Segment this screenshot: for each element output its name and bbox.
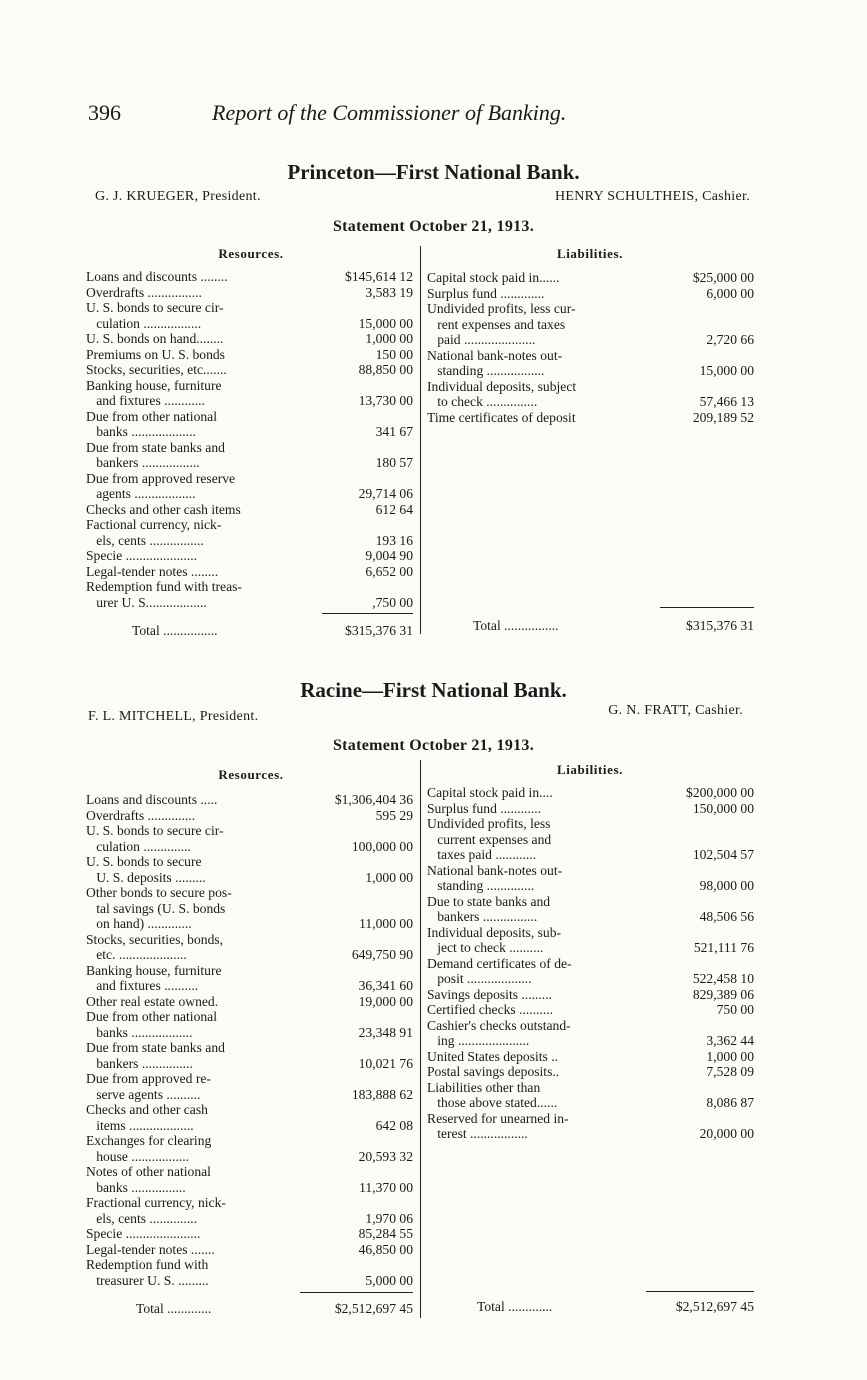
liabilities-row-princeton (427, 301, 754, 317)
liabilities-row-princeton (427, 270, 754, 286)
liabilities-row-racine (427, 987, 754, 1003)
resources-label: Loans and discounts ........ (86, 269, 228, 284)
resources-row-racine (86, 1102, 413, 1118)
resources-label: and fixtures .......... (86, 978, 199, 993)
resources-row-racine (86, 1242, 413, 1258)
resources-row-racine (86, 1211, 413, 1227)
resources-label: banks .................. (86, 1024, 193, 1040)
resources-label: bankers ................. (86, 455, 200, 470)
liabilities-row-racine (427, 801, 754, 817)
resources-row-princeton (86, 285, 413, 301)
resources-label: Stocks, securities, etc....... (86, 362, 227, 377)
resources-row-princeton (86, 471, 413, 487)
resources-label: Due from other national (86, 408, 217, 424)
resources-amount: 6,652 00 (365, 563, 413, 579)
liabilities-row-racine (427, 785, 754, 801)
liabilities-label: Individual deposits, sub- (427, 924, 562, 940)
resources-label: Exchanges for clearing (86, 1133, 212, 1148)
resources-row-racine (86, 870, 413, 886)
statement-date-princeton: Statement October 21, 1913. (332, 218, 535, 235)
resources-row-racine (86, 1226, 413, 1242)
resources-amount: 150 00 (375, 346, 413, 362)
liabilities-amount: 20,000 00 (699, 1126, 754, 1141)
resources-row-princeton (86, 548, 413, 564)
resources-label: house ................. (86, 1148, 190, 1164)
liabilities-amount: $25,000 00 (692, 270, 754, 285)
liabilities-amount: 521,111 76 (693, 940, 754, 955)
resources-row-racine (86, 823, 413, 839)
liabilities-amount: $200,000 00 (686, 785, 754, 800)
resources-row-princeton (86, 440, 413, 456)
resources-amount: 9,004 90 (365, 548, 413, 563)
resources-label: Loans and discounts ..... (86, 792, 218, 807)
liabilities-row-racine (427, 1049, 754, 1065)
resources-row-princeton (86, 362, 413, 378)
resources-amount: 36,341 60 (358, 978, 413, 993)
resources-amount: 595 29 (375, 807, 413, 823)
resources-row-racine (86, 1087, 413, 1103)
resources-amount: 23,348 91 (358, 1024, 413, 1040)
resources-row-princeton (86, 269, 413, 285)
liabilities-row-racine (427, 1126, 754, 1142)
liabilities-row-princeton (427, 379, 754, 395)
liabilities-total-label-racine: Total ............. (477, 1299, 553, 1314)
president-princeton: G. J. KRUEGER, President. (95, 189, 261, 204)
resources-label: Legal-tender notes ....... (86, 1241, 215, 1257)
liabilities-row-racine (427, 878, 754, 894)
liabilities-row-princeton (427, 317, 754, 333)
resources-total-row-princeton (86, 623, 413, 639)
liabilities-label: National bank-notes out- (427, 347, 563, 363)
resources-row-princeton (86, 409, 413, 425)
resources-amount: 1,000 00 (365, 869, 413, 885)
resources-amount: 642 08 (375, 1117, 413, 1133)
running-title: Report of the Commissioner of Banking. (212, 100, 567, 125)
resources-heading-racine: Resources. (218, 767, 284, 782)
liabilities-amount: 15,000 00 (699, 363, 754, 378)
liabilities-label: terest ................. (427, 1126, 528, 1141)
resources-amount: 3,583 19 (365, 284, 413, 300)
resources-label: Due from approved reserve (86, 470, 236, 486)
liabilities-label: Reserved for unearned in- (427, 1110, 569, 1126)
liabilities-label: Capital stock paid in...... (427, 270, 560, 285)
resources-label: Overdrafts ................ (86, 284, 202, 300)
resources-label: U. S. bonds to secure cir- (86, 823, 224, 838)
statement-date-racine: Statement October 21, 1913. (332, 737, 535, 754)
resources-row-princeton (86, 595, 413, 611)
liabilities-amount: 7,528 09 (706, 1064, 754, 1079)
resources-label: U. S. bonds to secure cir- (86, 300, 224, 315)
resources-row-racine (86, 994, 413, 1010)
resources-row-racine (86, 808, 413, 824)
resources-row-racine (86, 947, 413, 963)
liabilities-amount: 829,389 06 (692, 986, 754, 1002)
resources-label: Due from other national (86, 1009, 217, 1024)
liabilities-label: to check ............... (427, 394, 538, 409)
resources-row-racine (86, 1149, 413, 1165)
resources-label: banks ................... (86, 424, 196, 439)
resources-label: tal savings (U. S. bonds (86, 900, 226, 916)
resources-row-princeton (86, 502, 413, 518)
resources-amount: 10,021 76 (358, 1055, 413, 1071)
resources-total-label-racine: Total ............. (136, 1301, 212, 1316)
resources-row-racine (86, 1164, 413, 1180)
liabilities-label: National bank-notes out- (427, 862, 563, 878)
liabilities-row-racine (427, 1080, 754, 1096)
resources-row-princeton (86, 300, 413, 316)
liabilities-row-racine (427, 1095, 754, 1111)
resources-row-princeton (86, 486, 413, 502)
resources-label: els, cents .............. (86, 1210, 198, 1226)
liabilities-label: Time certificates of deposit (427, 409, 576, 425)
resources-amount: 29,714 06 (358, 486, 413, 501)
resources-amount: 612 64 (375, 501, 413, 517)
liabilities-row-racine (427, 894, 754, 910)
liabilities-row-princeton (427, 363, 754, 379)
resources-label: Due from state banks and (86, 439, 225, 455)
bank-title-racine: Racine—First National Bank. (300, 678, 567, 702)
resources-label: Factional currency, nick- (86, 517, 222, 532)
resources-amount: 85,284 55 (358, 1226, 413, 1241)
cashier-racine: G. N. FRATT, Cashier. (608, 703, 743, 718)
liabilities-label: current expenses and (427, 831, 552, 847)
resources-row-racine (86, 1133, 413, 1149)
liabilities-row-racine (427, 925, 754, 941)
resources-amount: 15,000 00 (358, 315, 413, 331)
liabilities-row-racine (427, 909, 754, 925)
resources-amount: ,750 00 (372, 594, 413, 610)
resources-label: Other bonds to secure pos- (86, 885, 232, 900)
resources-amount: 13,730 00 (358, 393, 413, 408)
liabilities-amount: 48,506 56 (699, 909, 754, 924)
resources-amount: 183,888 62 (351, 1086, 413, 1102)
resources-total-rule-princeton (322, 613, 413, 614)
resources-row-racine (86, 1257, 413, 1273)
resources-label: culation ................. (86, 315, 202, 331)
resources-label: Checks and other cash (86, 1102, 208, 1117)
liabilities-list-princeton (427, 270, 754, 425)
liabilities-label: taxes paid ............ (427, 847, 537, 862)
resources-row-racine (86, 1273, 413, 1289)
liabilities-row-princeton (427, 394, 754, 410)
resources-amount: 5,000 00 (365, 1272, 413, 1288)
resources-label: Specie ..................... (86, 548, 198, 563)
resources-label: and fixtures ............ (86, 393, 205, 408)
resources-amount: 649,750 90 (351, 947, 413, 962)
liabilities-label: bankers ................ (427, 909, 538, 924)
resources-label: Premiums on U. S. bonds (86, 346, 225, 362)
resources-row-racine (86, 885, 413, 901)
resources-amount: 11,000 00 (359, 916, 413, 931)
liabilities-row-racine (427, 1002, 754, 1018)
resources-row-princeton (86, 316, 413, 332)
resources-label: Due from state banks and (86, 1040, 225, 1055)
resources-label: Due from approved re- (86, 1071, 211, 1086)
resources-amount: 46,850 00 (358, 1241, 413, 1257)
liabilities-label: paid ..................... (427, 332, 536, 347)
resources-label: serve agents .......... (86, 1086, 201, 1102)
liabilities-label: standing ................. (427, 363, 545, 378)
liabilities-row-princeton (427, 410, 754, 426)
liabilities-heading-princeton: Liabilities. (556, 246, 624, 261)
resources-amount: 1,000 00 (365, 331, 413, 346)
resources-label: Redemption fund with (86, 1257, 209, 1272)
resources-total-label-princeton: Total ................ (132, 623, 218, 638)
liabilities-amount: 3,362 44 (706, 1033, 754, 1048)
liabilities-row-racine (427, 1064, 754, 1080)
resources-row-princeton (86, 393, 413, 409)
liabilities-label: Surplus fund ............. (427, 285, 545, 301)
resources-label: etc. .................... (86, 947, 187, 962)
liabilities-label: ing ..................... (427, 1033, 530, 1048)
resources-row-racine (86, 839, 413, 855)
liabilities-total-rule-racine (646, 1291, 754, 1292)
liabilities-row-racine (427, 1018, 754, 1034)
resources-amount: $1,306,404 36 (334, 792, 413, 807)
resources-row-princeton (86, 378, 413, 394)
resources-row-racine (86, 1118, 413, 1134)
resources-label: treasurer U. S. ......... (86, 1272, 209, 1288)
liabilities-amount: 98,000 00 (699, 878, 754, 893)
resources-label: agents .................. (86, 486, 196, 501)
liabilities-total-racine: $2,512,697 45 (675, 1299, 754, 1314)
liabilities-row-racine (427, 971, 754, 987)
resources-row-princeton (86, 564, 413, 580)
resources-label: Notes of other national (86, 1164, 211, 1179)
liabilities-label: Certified checks .......... (427, 1002, 554, 1017)
resources-label: Legal-tender notes ........ (86, 563, 219, 579)
liabilities-label: Savings deposits ......... (427, 986, 552, 1002)
liabilities-amount: 6,000 00 (706, 285, 754, 301)
liabilities-amount: 8,086 87 (706, 1095, 754, 1110)
liabilities-label: those above stated...... (427, 1095, 558, 1110)
resources-amount: 193 16 (375, 532, 413, 548)
resources-amount: 20,593 32 (358, 1148, 413, 1164)
liabilities-amount: 522,458 10 (692, 971, 754, 986)
resources-row-princeton (86, 455, 413, 471)
resources-heading-princeton: Resources. (218, 246, 284, 261)
resources-row-racine (86, 963, 413, 979)
liabilities-label: ject to check .......... (427, 940, 544, 955)
liabilities-amount: 1,000 00 (706, 1048, 754, 1064)
resources-row-racine (86, 854, 413, 870)
resources-row-racine (86, 1056, 413, 1072)
liabilities-label: Capital stock paid in.... (427, 785, 553, 800)
liabilities-row-racine (427, 940, 754, 956)
resources-row-racine (86, 932, 413, 948)
resources-label: Banking house, furniture (86, 377, 222, 393)
liabilities-label: Liabilities other than (427, 1079, 541, 1095)
liabilities-amount: 150,000 00 (692, 800, 754, 816)
liabilities-amount: 2,720 66 (706, 332, 754, 347)
liabilities-total-rule-princeton (660, 607, 754, 608)
resources-amount: 100,000 00 (351, 838, 413, 854)
liabilities-label: rent expenses and taxes (427, 316, 566, 332)
column-divider-princeton (420, 246, 421, 634)
liabilities-row-princeton (427, 286, 754, 302)
resources-amount: $145,614 12 (345, 269, 413, 284)
column-divider-racine (420, 760, 421, 1318)
resources-row-princeton (86, 579, 413, 595)
liabilities-label: standing .............. (427, 878, 535, 893)
resources-row-racine (86, 1009, 413, 1025)
resources-label: U. S. deposits ......... (86, 869, 206, 885)
liabilities-total-label-princeton: Total ................ (473, 618, 559, 633)
resources-row-princeton (86, 331, 413, 347)
resources-row-princeton (86, 533, 413, 549)
resources-label: on hand) ............. (86, 916, 192, 931)
resources-row-racine (86, 916, 413, 932)
resources-label: Redemption fund with treas- (86, 579, 242, 594)
resources-row-racine (86, 1071, 413, 1087)
liabilities-label: posit ................... (427, 971, 532, 986)
resources-row-princeton (86, 517, 413, 533)
resources-amount: 180 57 (375, 455, 413, 470)
resources-label: Banking house, furniture (86, 962, 222, 978)
resources-total-rule-racine (300, 1292, 413, 1293)
liabilities-total-princeton: $315,376 31 (686, 618, 754, 633)
resources-row-princeton (86, 347, 413, 363)
resources-row-racine (86, 1195, 413, 1211)
resources-label: Specie ...................... (86, 1226, 201, 1241)
cashier-princeton: HENRY SCHULTHEIS, Cashier. (555, 189, 750, 204)
resources-row-racine (86, 901, 413, 917)
liabilities-amount: 102,504 57 (692, 847, 754, 862)
resources-list-racine (86, 792, 413, 1288)
resources-label: urer U. S.................. (86, 594, 207, 610)
resources-row-princeton (86, 424, 413, 440)
resources-label: bankers ............... (86, 1055, 193, 1071)
liabilities-row-racine (427, 832, 754, 848)
liabilities-heading-racine: Liabilities. (556, 762, 624, 777)
resources-row-racine (86, 1180, 413, 1196)
liabilities-row-racine (427, 847, 754, 863)
liabilities-row-princeton (427, 348, 754, 364)
liabilities-amount: 209,189 52 (692, 409, 754, 425)
liabilities-label: Individual deposits, subject (427, 378, 577, 394)
liabilities-label: Cashier's checks outstand- (427, 1017, 571, 1033)
liabilities-amount: 57,466 13 (699, 394, 754, 409)
liabilities-label: Demand certificates of de- (427, 955, 572, 971)
resources-total-princeton: $315,376 31 (345, 623, 413, 638)
resources-amount: 1,970 06 (365, 1210, 413, 1226)
liabilities-total-row-princeton (427, 618, 754, 634)
liabilities-row-racine (427, 1033, 754, 1049)
resources-amount: 88,850 00 (358, 362, 413, 377)
liabilities-row-racine (427, 956, 754, 972)
resources-row-racine (86, 1040, 413, 1056)
resources-label: Other real estate owned. (86, 993, 219, 1009)
president-racine: F. L. MITCHELL, President. (88, 709, 259, 724)
resources-total-racine: $2,512,697 45 (334, 1301, 413, 1316)
resources-amount: 11,370 00 (359, 1179, 413, 1195)
liabilities-label: Undivided profits, less cur- (427, 301, 576, 316)
liabilities-label: United States deposits .. (427, 1048, 559, 1064)
liabilities-row-racine (427, 1111, 754, 1127)
liabilities-row-racine (427, 863, 754, 879)
liabilities-row-princeton (427, 332, 754, 348)
resources-label: Overdrafts .............. (86, 807, 196, 823)
liabilities-list-racine (427, 785, 754, 1142)
resources-row-racine (86, 978, 413, 994)
liabilities-total-row-racine (427, 1299, 754, 1315)
resources-label: els, cents ................ (86, 532, 204, 548)
resources-label: culation .............. (86, 838, 191, 854)
resources-label: U. S. bonds to secure (86, 854, 202, 869)
resources-row-racine (86, 792, 413, 808)
resources-amount: 341 67 (375, 424, 413, 439)
liabilities-row-racine (427, 816, 754, 832)
resources-label: Stocks, securities, bonds, (86, 931, 224, 947)
liabilities-label: Surplus fund ............ (427, 800, 542, 816)
resources-total-row-racine (86, 1301, 413, 1317)
resources-label: Checks and other cash items (86, 501, 241, 517)
resources-label: banks ................ (86, 1179, 186, 1195)
liabilities-amount: 750 00 (716, 1002, 754, 1017)
resources-row-racine (86, 1025, 413, 1041)
liabilities-label: Undivided profits, less (427, 816, 551, 831)
resources-label: Fractional currency, nick- (86, 1195, 226, 1210)
liabilities-label: Due to state banks and (427, 893, 551, 909)
bank-title-princeton: Princeton—First National Bank. (287, 160, 580, 184)
liabilities-label: Postal savings deposits.. (427, 1064, 560, 1079)
page-number: 396 (88, 100, 121, 125)
resources-list-princeton (86, 269, 413, 610)
resources-label: U. S. bonds on hand........ (86, 331, 224, 346)
resources-label: items ................... (86, 1117, 194, 1133)
resources-amount: 19,000 00 (358, 993, 413, 1009)
